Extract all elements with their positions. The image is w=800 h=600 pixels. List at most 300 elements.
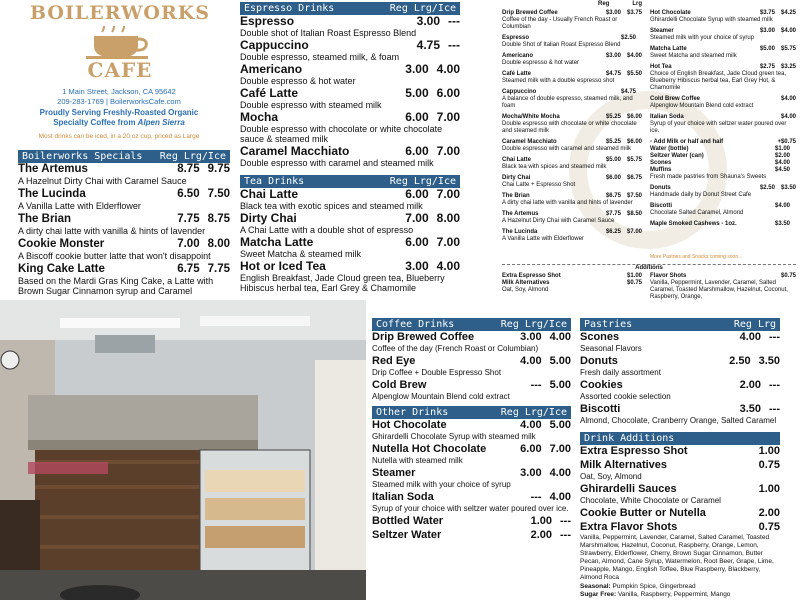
item-description: Double shot of Italian Roast Espresso Blend — [240, 28, 417, 38]
item-price-reg: --- — [530, 379, 542, 391]
menu-item — [372, 491, 571, 504]
tea-title: Tea Drinks — [244, 176, 305, 187]
item-prices — [531, 529, 571, 542]
item-price-lrg: 7.50 — [207, 188, 230, 200]
board-item-name: Cappuccino — [502, 89, 537, 95]
item-price-reg: 6.00 — [520, 443, 542, 455]
item-description: Black tea with exotic spices and steamed milk — [240, 201, 423, 211]
board-item-price-lrg: $3.50 — [780, 185, 796, 191]
item-price-reg: 2.50 — [729, 355, 751, 367]
col-lrg: Lrg/Ice — [524, 407, 567, 418]
item-name: Cold Brew — [372, 379, 427, 391]
additions-label: Additions — [632, 265, 666, 271]
item-prices — [531, 379, 571, 392]
item-price-lrg: 4.00 — [436, 259, 460, 273]
item-price-lrg: --- — [448, 38, 460, 52]
item-description: Sweet Matcha & steamed milk — [240, 249, 362, 259]
item-name: Seltzer Water — [372, 529, 442, 541]
item-name: Cookies — [580, 379, 623, 391]
item-price-lrg: --- — [560, 529, 571, 541]
board-item-price-reg: $5.25 — [605, 139, 621, 145]
board-item — [650, 185, 796, 192]
board-item-prices — [775, 160, 796, 167]
board-item-prices — [606, 229, 642, 236]
addition-item — [580, 445, 780, 458]
board-item-price-lrg: $4.00 — [780, 96, 796, 102]
item-price-reg: 3.00 — [405, 62, 429, 76]
board-item-name: Seltzer Water (can) — [650, 153, 704, 159]
additions-section — [580, 432, 780, 599]
menu-item — [372, 467, 571, 480]
col-lrg: Lrg/Ice — [524, 319, 567, 330]
item-prices — [740, 379, 780, 392]
board-item-price-lrg: $6.75 — [626, 175, 642, 181]
item-price-reg: 6.75 — [177, 263, 200, 275]
board-item-name: Extra Espresso Shot — [502, 273, 561, 279]
item-price-reg: 7.75 — [177, 213, 200, 225]
item-description: A Vanilla Latte with Elderflower — [18, 201, 141, 211]
board-item-name: Maple Smoked Cashews - 1oz. — [650, 221, 737, 227]
menu-item — [18, 188, 230, 201]
menu-item — [18, 213, 230, 226]
addition-item — [580, 483, 780, 496]
specials-section — [18, 150, 230, 298]
board-item — [502, 35, 642, 42]
board-additions-left — [502, 273, 642, 298]
menu-item — [240, 145, 460, 158]
board-item-name: Muffins — [650, 167, 672, 173]
seasonal-line — [580, 583, 780, 591]
board-item — [502, 273, 642, 280]
board-item-name: Espresso — [502, 35, 530, 41]
board-item-description: Fresh made pastries from Shauna's Sweets — [650, 174, 767, 180]
menu-item — [240, 15, 460, 28]
board-item-prices — [775, 146, 796, 153]
board-item-description: Double espresso & hot water — [502, 60, 580, 66]
board-item-prices — [760, 64, 796, 71]
board-item-price-reg: $4.75 — [620, 89, 636, 95]
board-item-price-reg: $5.25 — [605, 114, 621, 120]
menu-item — [240, 87, 460, 100]
col-reg: Reg — [733, 319, 752, 330]
item-prices — [531, 491, 571, 504]
item-name: Americano — [240, 62, 303, 76]
item-price-lrg: 8.00 — [207, 238, 230, 250]
additions-title: Drink Additions — [584, 433, 675, 444]
item-price-reg: 4.00 — [520, 355, 542, 367]
board-item-price-reg: $3.00 — [759, 28, 775, 34]
item-price-lrg: 4.00 — [549, 491, 571, 503]
addition-price: 1.00 — [758, 445, 780, 457]
col-lrg: Lrg/Ice — [413, 176, 456, 187]
board-item-description: Double Shot of Italian Roast Espresso Blend — [502, 42, 621, 48]
item-price-lrg: 7.00 — [436, 187, 460, 201]
board-item-price-lrg: $8.50 — [626, 211, 642, 217]
board-item-price-lrg: $4.25 — [780, 10, 796, 16]
item-prices — [405, 145, 460, 158]
col-reg: Reg — [159, 151, 178, 162]
addition-description: Chocolate, White Chocolate or Caramel — [580, 496, 721, 505]
item-name: Steamer — [372, 467, 416, 479]
board-item-name: The Lucinda — [502, 229, 538, 235]
item-name: The Artemus — [18, 163, 88, 175]
board-item-price-reg: $4.00 — [774, 203, 790, 209]
item-price-reg: 3.00 — [520, 331, 542, 343]
addition-price: 1.00 — [758, 483, 780, 495]
item-description: A Biscoff cookie butter latte that won't disappoint — [18, 251, 211, 261]
sugarfree-line — [580, 591, 780, 599]
menu-item — [240, 111, 460, 124]
board-item-name: Cold Brew Coffee — [650, 96, 701, 102]
board-left-column — [502, 10, 642, 247]
board-item — [650, 96, 796, 103]
item-price-lrg: --- — [769, 331, 780, 343]
item-price-lrg: 9.75 — [207, 163, 230, 175]
item-price-lrg: 4.00 — [549, 331, 571, 343]
board-item-price-reg: $4.75 — [605, 71, 621, 77]
item-description: Double espresso with chocolate or white chocolate sauce & steamed milk — [240, 124, 443, 144]
menu-board — [498, 0, 800, 300]
col-lrg: Lrg/Ice — [183, 151, 226, 162]
addition-price: 0.75 — [758, 459, 780, 471]
item-price-reg: 6.00 — [405, 235, 429, 249]
item-name: Matcha Latte — [240, 235, 314, 249]
board-col-headers — [598, 1, 642, 7]
item-price-reg: 6.00 — [405, 187, 429, 201]
item-name: Chai Latte — [240, 187, 299, 201]
board-item — [650, 167, 796, 174]
board-item-name: Drip Brewed Coffee — [502, 10, 558, 16]
menu-item — [372, 529, 571, 542]
item-price-lrg: --- — [560, 515, 571, 527]
espresso-list — [240, 15, 460, 168]
addition-price: 0.75 — [758, 521, 780, 533]
item-price-lrg: 7.75 — [207, 263, 230, 275]
board-item-prices — [775, 203, 796, 210]
item-description: Nutella with steamed milk — [372, 456, 463, 465]
menu-item — [372, 331, 571, 344]
board-item-prices — [606, 175, 642, 182]
board-item-name: Italian Soda — [650, 114, 684, 120]
more-note: More Pastries and Snacks coming soon... — [650, 254, 743, 260]
board-item-prices — [606, 139, 642, 146]
item-prices — [520, 419, 571, 432]
board-item-price-lrg: $6.00 — [626, 139, 642, 145]
board-item-prices — [760, 28, 796, 35]
board-item-prices — [606, 10, 642, 17]
item-description: Coffee of the day (French Roast or Columbian) — [372, 344, 539, 353]
board-item-name: The Brian — [502, 193, 530, 199]
item-price-lrg: 4.00 — [436, 62, 460, 76]
board-item-name: Water (bottle) — [650, 146, 689, 152]
board-item — [650, 203, 796, 210]
board-item — [650, 221, 796, 228]
item-name: Red Eye — [372, 355, 416, 367]
seasonal-label: Seasonal: — [580, 583, 611, 590]
item-price-reg: --- — [530, 491, 542, 503]
board-item-price-reg: $5.00 — [605, 157, 621, 163]
tagline-text: Specialty Coffee from — [53, 118, 136, 127]
item-prices — [520, 467, 571, 480]
board-item — [502, 175, 642, 182]
item-name: Mocha — [240, 110, 279, 124]
item-price-lrg: 7.00 — [549, 443, 571, 455]
item-description: Based on the Mardi Gras King Cake, a Latte with Brown Sugar Cinnamon syrup and Caramel — [18, 276, 214, 296]
item-name: Cookie Monster — [18, 238, 105, 250]
board-item — [502, 280, 642, 287]
menu-item — [372, 443, 571, 456]
board-item — [502, 53, 642, 60]
board-item-prices — [621, 35, 642, 42]
board-item — [650, 10, 796, 17]
board-item — [650, 46, 796, 53]
col-reg: Reg — [389, 176, 408, 187]
item-prices — [531, 515, 571, 528]
board-item-price-lrg: $3.25 — [780, 64, 796, 70]
item-name: Hot Chocolate — [372, 419, 447, 431]
menu-item — [240, 212, 460, 225]
item-prices — [417, 39, 460, 52]
board-item-price-reg: $2.50 — [759, 185, 775, 191]
board-item — [650, 139, 796, 146]
board-item-name: Americano — [502, 53, 534, 59]
item-price-lrg: --- — [769, 379, 780, 391]
board-item-prices — [760, 46, 796, 53]
board-item — [502, 139, 642, 146]
board-item-name: Chai Latte — [502, 157, 532, 163]
tagline-line-1: Proudly Serving Freshly-Roasted Organic — [39, 108, 199, 117]
menu-item — [18, 163, 230, 176]
board-item-prices — [621, 89, 642, 96]
item-description: Steamed milk with your choice of syrup — [372, 480, 511, 489]
board-item — [650, 28, 796, 35]
item-prices — [177, 188, 230, 201]
item-price-reg: 7.00 — [405, 211, 429, 225]
menu-item — [240, 188, 460, 201]
board-item-prices — [775, 167, 796, 174]
board-item — [502, 229, 642, 236]
board-item-prices — [606, 211, 642, 218]
board-item-prices — [775, 114, 796, 121]
item-price-reg: 3.50 — [739, 403, 761, 415]
item-prices — [177, 213, 230, 226]
item-price-lrg: 7.00 — [436, 144, 460, 158]
board-item — [502, 157, 642, 164]
item-description: Double espresso & hot water — [240, 76, 356, 86]
item-description: Drip Coffee + Double Espresso Shot — [372, 368, 502, 377]
item-price-lrg: 6.00 — [436, 86, 460, 100]
item-price-lrg: --- — [448, 14, 460, 28]
item-price-reg: 6.00 — [405, 110, 429, 124]
item-price-lrg: 7.00 — [436, 110, 460, 124]
board-item-prices — [775, 153, 796, 160]
logo-panel — [0, 0, 238, 148]
board-item-name: Caramel Macchiato — [502, 139, 557, 145]
menu-item — [18, 263, 230, 276]
board-item-description: Alpenglow Mountain Blend cold extract — [650, 103, 754, 109]
board-item-price-reg: $7.75 — [605, 211, 621, 217]
sugarfree-flavors: Vanilla, Raspberry, Peppermint, Mango — [617, 591, 731, 598]
item-prices — [177, 238, 230, 251]
addition-item — [580, 507, 780, 520]
item-price-lrg: 8.00 — [436, 211, 460, 225]
logo-name-top: BOILERWORKS — [30, 2, 210, 24]
board-item-price-reg: $6.25 — [605, 229, 621, 235]
board-item — [502, 114, 642, 121]
item-description: English Breakfast, Jade Cloud green tea, Blueberry Hibiscus herbal tea, Earl Grey & Chamomile — [240, 273, 445, 293]
board-item-price-lrg: $7.50 — [626, 193, 642, 199]
board-item-name: - Add Milk or half and half — [650, 139, 724, 145]
board-item-description: Choice of English Breakfast, Jade Cloud green tea, Blueberry Hibiscus herbal tea, Earl Grey Hot, & Chamomile — [650, 71, 787, 91]
menu-item — [240, 39, 460, 52]
menu-item — [580, 379, 780, 392]
board-item-price-reg: $6.75 — [605, 193, 621, 199]
board-item-name: Scones — [650, 160, 672, 166]
tagline-brand: Alpen Sierra — [137, 118, 185, 127]
board-item-description: Double espresso with chocolate or white chocolate and steamed milk — [502, 121, 637, 134]
addition-name: Cookie Butter or Nutella — [580, 507, 706, 519]
board-item — [502, 89, 642, 96]
item-name: Scones — [580, 331, 620, 343]
col-reg: Reg — [500, 319, 519, 330]
board-right-column — [650, 10, 796, 228]
board-item-description: Sweet Matcha and steamed milk — [650, 53, 737, 59]
addition-price: 2.00 — [758, 507, 780, 519]
item-name: Nutella Hot Chocolate — [372, 443, 487, 455]
board-item-name: Café Latte — [502, 71, 532, 77]
board-item-prices — [606, 114, 642, 121]
seasonal-flavors: Pumpkin Spice, Gingerbread — [612, 583, 696, 590]
coffee-section — [372, 318, 571, 403]
board-item-name: The Artemus — [502, 211, 539, 217]
item-price-lrg: 7.00 — [436, 235, 460, 249]
addition-name: Extra Espresso Shot — [580, 445, 688, 457]
item-price-reg: 6.50 — [177, 188, 200, 200]
tagline-line-2 — [0, 118, 238, 127]
specials-header — [18, 150, 230, 163]
other-list — [372, 419, 571, 542]
menu-item — [18, 238, 230, 251]
pastries-header — [580, 318, 780, 331]
item-name: Hot or Iced Tea — [240, 259, 326, 273]
item-name: Dirty Chai — [240, 211, 297, 225]
board-item-price-lrg: +$0.75 — [777, 139, 796, 145]
item-prices — [520, 331, 571, 344]
board-item-prices — [781, 273, 796, 280]
board-item-description: A dirty chai latte with vanilla and hints of lavender — [502, 200, 633, 206]
board-item-name: Dirty Chai — [502, 175, 531, 181]
tea-list — [240, 188, 460, 293]
board-item-name: Matcha Latte — [650, 46, 687, 52]
item-price-lrg: 5.00 — [549, 355, 571, 367]
espresso-title: Espresso Drinks — [244, 3, 335, 14]
espresso-section — [240, 2, 460, 169]
board-item-prices — [775, 221, 796, 228]
board-item-description: Chocolate Salted Caramel, Almond — [650, 210, 744, 216]
board-item-description: A balance of double espresso, steamed milk, and foam — [502, 96, 633, 109]
board-item — [650, 146, 796, 153]
item-price-reg: 4.75 — [416, 38, 440, 52]
other-header — [372, 406, 571, 419]
board-item-name: Milk Alternatives — [502, 280, 550, 286]
item-name: Bottled Water — [372, 515, 444, 527]
iced-note: Most drinks can be iced, in a 20 oz cup, priced as Large — [38, 133, 200, 140]
item-description: Double espresso with steamed milk — [240, 100, 382, 110]
board-item-prices — [760, 10, 796, 17]
board-item-name: Steamer — [650, 28, 674, 34]
board-item-price-lrg: $5.75 — [780, 46, 796, 52]
address: 1 Main Street, Jackson, CA 95642 — [62, 87, 176, 96]
item-price-lrg: --- — [769, 403, 780, 415]
board-item-prices — [760, 185, 796, 192]
item-price-lrg: 5.00 — [549, 379, 571, 391]
item-price-reg: 4.00 — [739, 331, 761, 343]
board-item-price-reg: $4.50 — [774, 167, 790, 173]
item-name: Donuts — [580, 355, 618, 367]
menu-item — [240, 236, 460, 249]
board-item-description: Double espresso with caramel and steamed milk — [502, 146, 632, 152]
item-description: Syrup of your choice with seltzer water poured over ice. — [372, 504, 569, 513]
board-item-prices — [627, 280, 642, 287]
item-description: A dirty chai latte with vanilla & hints of lavender — [18, 226, 206, 236]
board-item-price-reg: $3.75 — [759, 10, 775, 16]
item-name: Cappuccino — [240, 38, 309, 52]
board-item-prices — [606, 53, 642, 60]
board-item-price-reg: $2.50 — [620, 35, 636, 41]
item-description: Almond, Chocolate, Cranberry Orange, Salted Caramel — [580, 416, 777, 425]
menu-item — [240, 63, 460, 76]
board-item-description: Oat, Soy, Almond — [502, 287, 549, 293]
board-item-price: $0.75 — [626, 280, 642, 286]
board-item-name: Donuts — [650, 185, 671, 191]
board-item-price-reg: $4.00 — [774, 160, 790, 166]
item-prices — [520, 443, 571, 456]
menu-item — [372, 379, 571, 392]
board-item-prices — [627, 273, 642, 280]
item-price-reg: 3.00 — [520, 467, 542, 479]
board-item-price-lrg: $3.75 — [626, 10, 642, 16]
board-col-lrg: Lrg — [632, 1, 642, 7]
addition-name: Extra Flavor Shots — [580, 521, 678, 533]
addition-description: Vanilla, Peppermint, Lavender, Caramel, Salted Caramel, Toasted Marshmallow, Hazelnut, Coconut, Raspberry, Orange, Lemon, Strawberry, Elderflower, Cherry, Brown Sugar Cinnamon, Butter Pecan, Almond, Cane Syrup, Watermelon, Root Beer, Grape, Lime, Pineapple, Mango, English Toffee, Blue Raspberry, Blackberry, Almond Roca — [580, 534, 774, 581]
board-item — [502, 211, 642, 218]
menu-item — [580, 331, 780, 344]
item-name: Italian Soda — [372, 491, 434, 503]
sugarfree-label: Sugar Free: — [580, 591, 617, 598]
board-item-name: Flavor Shots — [650, 273, 687, 279]
addition-item — [580, 459, 780, 472]
item-name: The Lucinda — [18, 188, 86, 200]
col-lrg: Lrg — [757, 319, 776, 330]
item-price-reg: 4.00 — [520, 419, 542, 431]
item-prices — [405, 212, 460, 225]
col-reg: Reg — [389, 3, 408, 14]
col-lrg: Lrg/Ice — [413, 3, 456, 14]
item-description: Double espresso with caramel and steamed milk — [240, 158, 434, 168]
item-price-reg: 1.00 — [530, 515, 552, 527]
board-item — [650, 273, 796, 280]
board-item-price-reg: $3.50 — [774, 221, 790, 227]
item-description: Alpenglow Mountain Blend cold extract — [372, 392, 510, 401]
board-item-prices — [606, 193, 642, 200]
board-additions-right — [650, 273, 796, 305]
item-price-reg: 8.75 — [177, 163, 200, 175]
pastries-title: Pastries — [584, 319, 633, 330]
other-title: Other Drinks — [376, 407, 449, 418]
board-item-description: A Hazelnut Dirty Chai with Caramel Sauce — [502, 218, 615, 224]
item-description: Assorted cookie selection — [580, 392, 671, 401]
item-prices — [405, 236, 460, 249]
